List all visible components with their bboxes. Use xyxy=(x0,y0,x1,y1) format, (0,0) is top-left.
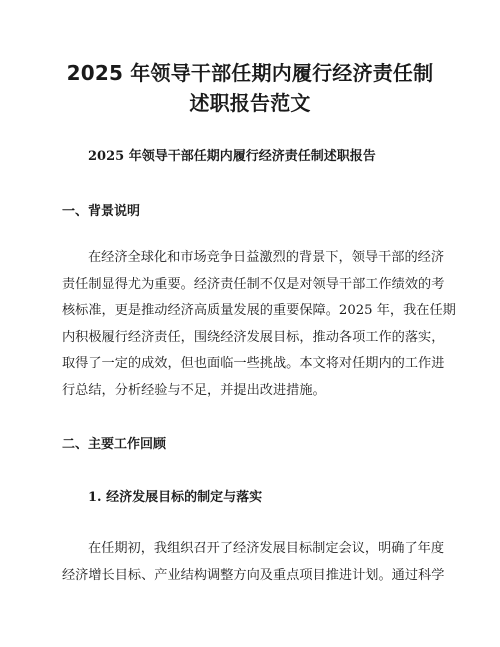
paragraph-line: 经济增长目标、产业结构调整方向及重点项目推进计划。通过科学 xyxy=(62,567,445,583)
economic-goals-paragraph xyxy=(62,536,445,589)
paragraph-line: 责任制显得尤为重要。经济责任制不仅是对领导干部工作绩效的考 xyxy=(62,276,445,292)
section-heading-work-review: 二、主要工作回顾 xyxy=(62,437,167,452)
document-title-line-2: 述职报告范文 xyxy=(189,91,311,115)
document-title xyxy=(40,58,460,118)
background-paragraph xyxy=(62,245,456,404)
subsection-heading-economic-goals: 1. 经济发展目标的制定与落实 xyxy=(88,490,263,505)
section-heading-background: 一、背景说明 xyxy=(62,204,141,219)
paragraph-line: 在任期初，我组织召开了经济发展目标制定会议，明确了年度 xyxy=(88,541,445,556)
paragraph-line: 内积极履行经济责任，围绕经济发展目标，推动各项工作的落实， xyxy=(62,329,445,345)
paragraph-line: 在经济全球化和市场竞争日益激烈的背景下，领导干部的经济 xyxy=(88,250,445,265)
paragraph-line: 行总结，分析经验与不足，并提出改进措施。 xyxy=(62,382,326,398)
paragraph-line: 核标准，更是推动经济高质量发展的重要保障。2025 年，我在任期 xyxy=(62,303,456,318)
paragraph-line: 取得了一定的成效，但也面临一些挑战。本文将对任期内的工作进 xyxy=(62,356,445,371)
report-subtitle: 2025 年领导干部任期内履行经济责任制述职报告 xyxy=(88,149,376,164)
document-title-line-1: 2025 年领导干部任期内履行经济责任制 xyxy=(66,61,434,85)
